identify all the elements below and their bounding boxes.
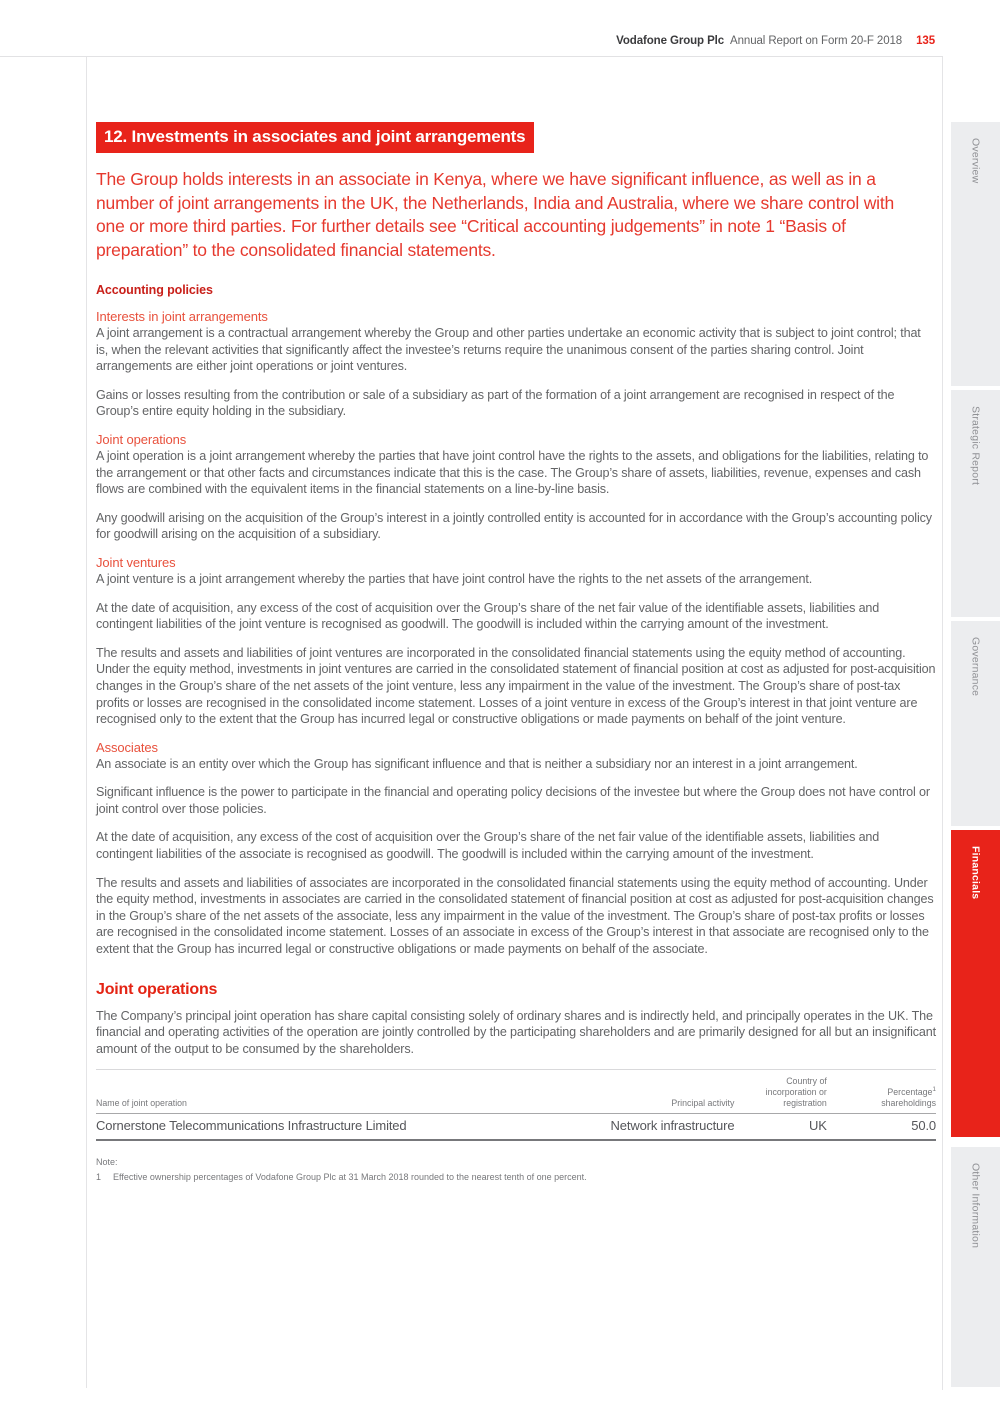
policy-paragraph: Any goodwill arising on the acquisition of the Group’s interest in a jointly controlled entity is accounted for in accordance with the Group’s accounting policy for goodwill arising on the acquisition of a subsidiary.	[96, 510, 932, 542]
policy-subheading: Joint operations	[96, 431, 187, 447]
cell-operation-name: Cornerstone Telecommunications Infrastructure Limited	[96, 1114, 533, 1141]
note-12-title: 12. Investments in associates and joint arrangements	[96, 122, 534, 153]
footnote-number: 1	[96, 1172, 102, 1183]
policy-subheading: Interests in joint arrangements	[96, 309, 268, 324]
tab-strategic-report[interactable]	[951, 390, 1000, 617]
cell-principal-activity: Network infrastructure	[533, 1114, 735, 1141]
tab-governance-label: Governance	[969, 637, 982, 697]
left-rule	[86, 57, 87, 1388]
policy-paragraph: At the date of acquisition, any excess of the cost of acquisition over the Group’s share of the net fair value of the identifiable assets, liabilities and contingent liabilities of the joint venture is recognised as goodwill. The goodwill is included within the carrying amount of the investment.	[96, 600, 880, 632]
accounting-policies-blocks	[96, 309, 936, 958]
running-header	[616, 35, 935, 47]
policy-subheading: Associates	[96, 739, 158, 755]
tab-financials-label: Financials	[969, 846, 982, 900]
col-header-percentage-word: Percentage	[887, 1087, 933, 1098]
col-header-country-line1: Country of	[786, 1076, 827, 1087]
note-12-content	[96, 122, 936, 1184]
footnote-label: Note:	[96, 1157, 118, 1168]
right-rule	[942, 57, 943, 1390]
tab-other-information-label: Other Information	[969, 1163, 982, 1249]
report-title: Annual Report on Form 20-F 2018	[730, 35, 903, 47]
tab-overview[interactable]	[951, 122, 1000, 386]
accounting-policies-heading: Accounting policies	[96, 283, 213, 297]
tab-overview-label: Overview	[969, 138, 982, 184]
policy-paragraph: Significant influence is the power to participate in the financial and operating policy decisions of the investee but where the Group does not have control or joint control over those policies.	[96, 785, 930, 816]
col-header-percentage	[827, 1070, 936, 1114]
tab-other-information[interactable]	[951, 1147, 1000, 1387]
joint-operations-heading: Joint operations	[96, 980, 218, 998]
footnote-item	[96, 1171, 936, 1184]
col-header-country-line2: incorporation or	[765, 1087, 827, 1098]
table-row	[96, 1114, 936, 1141]
note-12-intro: The Group holds interests in an associate in Kenya, where we have significant influence, as well as in a number of joint arrangements in the UK, the Netherlands, India and Australia, where we share control with one or more third parties. For further details see “Critical accounting judgements” in note 1 “Basis of preparation” to the consolidated financial statements.	[96, 169, 895, 260]
cell-country: UK	[734, 1114, 826, 1141]
top-rule	[0, 56, 943, 57]
tab-strategic-report-label: Strategic Report	[969, 406, 982, 486]
policy-paragraph: An associate is an entity over which the Group has significant influence and that is neither a subsidiary nor an interest in a joint arrangement.	[96, 756, 858, 771]
col-header-activity: Principal activity	[533, 1070, 735, 1114]
section-tabs	[951, 122, 1000, 1387]
policy-paragraph: A joint arrangement is a contractual arrangement whereby the Group and other parties undertake an economic activity that is subject to joint control; that is, when the relevant activities that significantly affect the investee’s returns require the unanimous consent of the parties sharing control. Joint arrangements are either joint operations or joint ventures.	[96, 326, 921, 374]
footnote-text: Effective ownership percentages of Vodafone Group Plc at 31 March 2018 rounded to the nearest tenth of one percent.	[113, 1172, 587, 1183]
policy-paragraph: At the date of acquisition, any excess of the cost of acquisition over the Group’s share of the net fair value of the identifiable assets, liabilities and contingent liabilities of the associate is recognised as goodwill. The goodwill is included within the carrying amount of the investment.	[96, 830, 880, 862]
table-footnote	[96, 1156, 936, 1184]
policy-paragraph: Gains or losses resulting from the contribution or sale of a subsidiary as part of the formation of a joint arrangement are recognised in respect of the Group’s entire equity holding in the subsidiary.	[96, 387, 895, 419]
page-number: 135	[916, 35, 935, 47]
col-header-country	[734, 1070, 826, 1114]
col-header-country-line3: registration	[783, 1098, 827, 1109]
joint-operations-paragraph: The Company’s principal joint operation has share capital consisting solely of ordinary shares and is indirectly held, and principally operates in the UK. The financial and operating activities of the operation are jointly controlled by the participating shareholders and are primarily designed for all but an insignificant amount of the output to be consumed by the shareholders.	[96, 1008, 936, 1056]
table-header-row	[96, 1070, 936, 1114]
col-header-shareholdings-word: shareholdings	[881, 1098, 936, 1109]
company-name: Vodafone Group Plc	[616, 35, 725, 47]
policy-paragraph: The results and assets and liabilities of associates are incorporated in the consolidated financial statements using the equity method of accounting. Under the equity method, investments in associates are carried in the consolidated statement of financial position at cost as adjusted for post-acquisition changes in the Group’s share of the net assets of the associate, less any impairment in the value of the investment. The Group’s share of post-tax profits or losses are recognised in the consolidated income statement. Losses of an associate in excess of the Group’s interest in that associate are recognised only to the extent that the Group has incurred legal or constructive obligations or made payments on behalf of the associate.	[96, 875, 934, 957]
policy-subheading: Joint ventures	[96, 554, 176, 570]
cell-percentage: 50.0	[827, 1114, 936, 1141]
tab-financials[interactable]	[951, 830, 1000, 1137]
policy-paragraph: The results and assets and liabilities of joint ventures are incorporated in the consolidated financial statements using the equity method of accounting. Under the equity method, investments in joint ventures are carried in the consolidated statement of financial position at cost as adjusted for post-acquisition changes in the Group’s share of the net assets of the joint venture, less any impairment in the value of the investment. The Group’s share of post-tax profits or losses are recognised in the consolidated income statement. Losses of a joint venture in excess of the Group’s interest in that joint venture are recognised only to the extent that the Group has incurred legal or constructive obligations or made payments on behalf of the joint venture.	[96, 645, 936, 727]
col-header-name: Name of joint operation	[96, 1070, 533, 1114]
percentage-footnote-ref: 1	[932, 1086, 936, 1094]
policy-paragraph: A joint operation is a joint arrangement whereby the parties that have joint control have the rights to the assets, and obligations for the liabilities, relating to the arrangement or that other facts and circumstances indicate that this is the case. The Group’s share of assets, liabilities, revenue, expenses and cash flows are combined with the equivalent items in the financial statements on a line-by-line basis.	[96, 448, 929, 497]
joint-operations-table	[96, 1069, 936, 1141]
policy-paragraph: A joint venture is a joint arrangement whereby the parties that have joint control have the rights to the net assets of the arrangement.	[96, 571, 813, 586]
tab-governance[interactable]	[951, 621, 1000, 826]
